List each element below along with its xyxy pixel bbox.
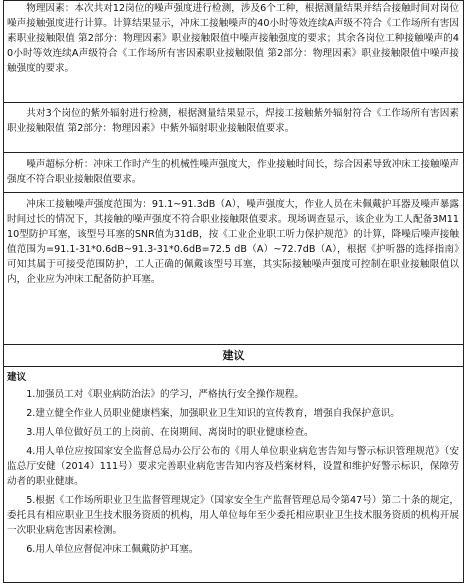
punch-exposure-text: 冲床工接触噪声强度范围为：91.1~91.3dB（A），噪声强度大，作业人员在未佩戴护耳器及噪声暴露时间过长的情况下，其接触的噪声强度不符合职业接触限值要求。现场调查显示，该企业为工人配备3M1110型防护耳塞，该型号耳塞的SNR值为31dB，按《工业企业职工听力保护规范》的计算，降噪后噪声接触值范围为=91.1-31*0.6dB~91.3-31*0.6dB=72.5 dB（A）~72.7dB（A），根据《护听器的选择指南》可知其属于可接受范围防护，工人正确的佩戴该型号耳塞，其实际接触噪声强度可控制在职业接触限值以内，企业应为冲床工配备防护耳塞。 xyxy=(7,199,459,285)
suggestions-heading: 建议 xyxy=(7,372,27,383)
suggestions-section xyxy=(4,367,463,582)
suggestion-item: 6.用人单位应督促冲床工佩戴防护耳塞。 xyxy=(26,544,199,555)
noise-analysis-section xyxy=(4,153,463,193)
uv-radiation-text: 共对3个岗位的紫外辐射进行检测，根据测量结果显示，焊接工接触紫外辐射符合《工作场所有害因素职业接触限值 第2部分：物理因素》中紫外辐射职业接触限值要求。 xyxy=(7,108,459,134)
suggestion-item: 3.用人单位做好员工的上岗前、在岗期间、离岗时的职业健康检查。 xyxy=(26,427,314,438)
physical-factors-section xyxy=(4,1,463,103)
suggestion-item: 4.用人单位应按国家安全监督总局办公厅公布的《用人单位职业病危害告知与警示标识管理规范》（安监总厅安健（2014）111号）要求完善职业病危害告知内容及档案材料，设置和维护好警示标识，保障劳动者的职业健康。 xyxy=(7,446,459,487)
suggestion-item: 2.建立健全作业人员职业健康档案，加强职业卫生知识的宣传教育，增强自我保护意识。 xyxy=(26,408,400,419)
report-table xyxy=(3,0,464,583)
punch-exposure-section xyxy=(4,193,463,345)
uv-radiation-section xyxy=(4,103,463,153)
suggestion-item: 1.加强员工对《职业病防治法》的学习，严格执行安全操作规程。 xyxy=(26,389,304,400)
suggestion-item: 5.根据《工作场所职业卫生监督管理规定》（国家安全生产监督管理总局令第47号）第二十条的规定，委托具有相应职业卫生技术服务资质的机构，用人单位每年至少委托相应职业卫生技术服务资质的机构开展一次职业病危害因素检测。 xyxy=(7,495,459,536)
noise-analysis-text: 噪声超标分析：冲床工作时产生的机械性噪声强度大，作业接触时间长，综合因素导致冲床工接触噪声强度不符合职业接触限值要求。 xyxy=(7,159,459,185)
suggestions-section-title: 建议 xyxy=(4,345,463,367)
physical-factors-text: 物理因素：本次共对12岗位的噪声强度进行检测，涉及6个工种，根据测量结果并结合接触时间对岗位噪声接触强度进行计算。计算结果显示，冲床工接触噪声的40小时等效连续A声级不符合《工作场所有害因素职业接触限值 第2部分：物理因素》职业接触限值中噪声接触强度的要求；其余各岗位工种接触噪声的40小时等效连续A声级符合《工作场所有害因素职业接触限值 第2部分：物理因素》职业接触限值中噪声接触强度的要求。 xyxy=(7,3,459,74)
